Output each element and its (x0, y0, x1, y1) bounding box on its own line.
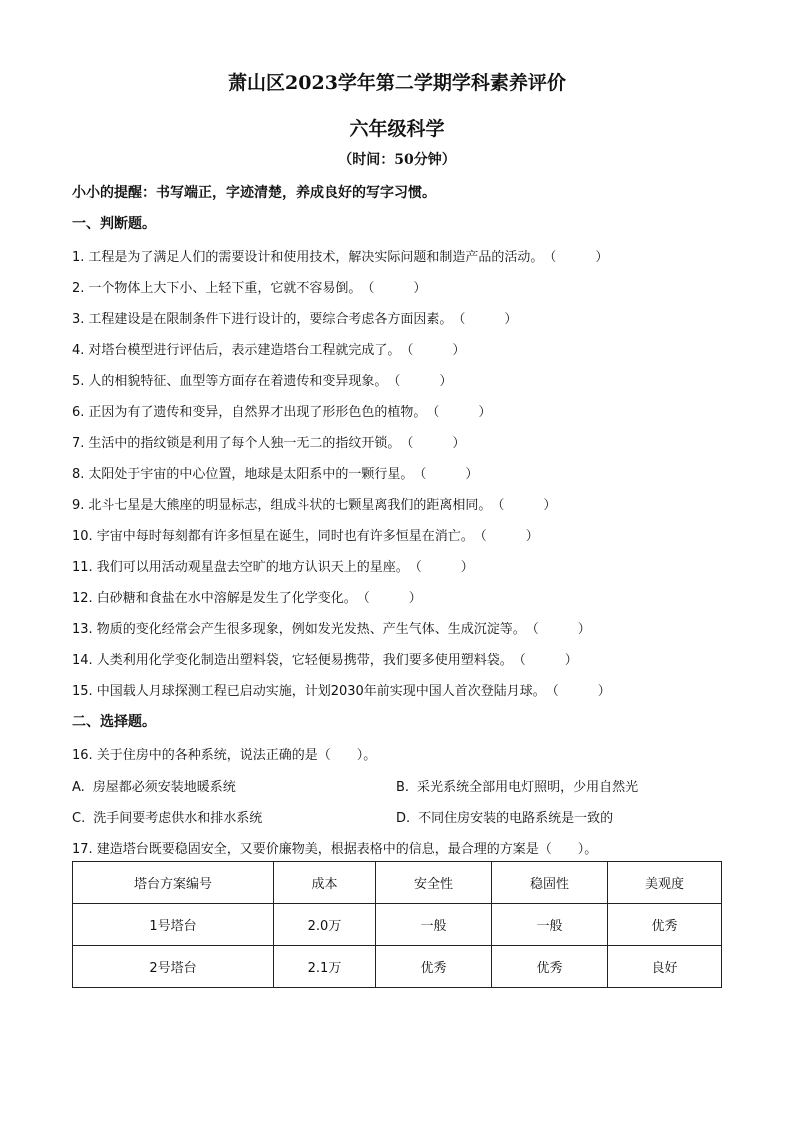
option-c[interactable] (72, 807, 262, 826)
question-15 (72, 680, 611, 699)
option-text: 洗手间要考虑供水和排水系统 (93, 811, 263, 826)
question-number: 15. (72, 684, 93, 699)
question-text[interactable]: 建造塔台既要稳固安全，又要价廉物美，根据表格中的信息，最合理的方案是（ ）。 (96, 842, 598, 857)
section-true-false-heading: 一、判断题。 (72, 216, 156, 232)
table-cell: 优秀 (492, 946, 608, 988)
answer-blank[interactable]: （ ） (387, 374, 453, 389)
question-text: 人的相貌特征、血型等方面存在着遗传和变异现象。 (88, 374, 388, 389)
question-2 (72, 277, 426, 296)
question-text: 对塔台模型进行评估后，表示建造塔台工程就完成了。 (88, 343, 401, 358)
question-number: 8. (72, 467, 85, 482)
table-header-cell: 美观度 (608, 862, 722, 904)
question-4 (72, 339, 465, 358)
question-5 (72, 370, 452, 389)
option-letter: A. (72, 780, 85, 795)
question-number: 13. (72, 622, 93, 637)
question-number: 9. (72, 498, 85, 513)
question-number: 11. (72, 560, 93, 575)
answer-blank[interactable]: （ ） (356, 591, 422, 606)
answer-blank[interactable]: （ ） (400, 436, 466, 451)
question-12 (72, 587, 422, 606)
question-number: 3. (72, 312, 85, 327)
table-cell: 一般 (492, 904, 608, 946)
question-number: 10. (72, 529, 93, 544)
table-cell: 1号塔台 (73, 904, 274, 946)
answer-blank[interactable]: （ ） (543, 250, 609, 265)
exam-subject: 六年级科学 (349, 118, 445, 140)
question-number: 7. (72, 436, 85, 451)
question-text: 中国载人月球探测工程已启动实施，计划2030年前实现中国人首次登陆月球。 (96, 684, 546, 699)
table-row (73, 904, 722, 946)
question-17 (72, 838, 597, 857)
writing-reminder: 小小的提醒：书写端正，字迹清楚，养成良好的写字习惯。 (72, 185, 436, 201)
question-text: 北斗七星是大熊座的明显标志，组成斗状的七颗星离我们的距离相同。 (88, 498, 492, 513)
question-6 (72, 401, 491, 420)
option-text: 采光系统全部用电灯照明，少用自然光 (417, 780, 639, 795)
question-14 (72, 649, 578, 668)
question-text: 太阳处于宇宙的中心位置，地球是太阳系中的一颗行星。 (88, 467, 414, 482)
answer-blank[interactable]: （ ） (545, 684, 611, 699)
exam-title: 萧山区2023学年第二学期学科素养评价 (228, 72, 566, 94)
answer-blank[interactable]: （ ） (491, 498, 557, 513)
question-text: 我们可以用活动观星盘去空旷的地方认识天上的星座。 (96, 560, 409, 575)
answer-blank[interactable]: （ ） (473, 529, 539, 544)
question-7 (72, 432, 465, 451)
question-3 (72, 308, 517, 327)
option-d[interactable] (396, 807, 613, 826)
question-text: 工程是为了满足人们的需要设计和使用技术，解决实际问题和制造产品的活动。 (88, 250, 544, 265)
question-10 (72, 525, 539, 544)
answer-blank[interactable]: （ ） (408, 560, 474, 575)
question-text: 正因为有了遗传和变异，自然界才出现了形形色色的植物。 (88, 405, 427, 420)
question-number: 16. (72, 748, 93, 763)
question-16 (72, 744, 376, 763)
question-number: 17. (72, 842, 93, 857)
option-letter: C. (72, 811, 86, 826)
table-cell: 良好 (608, 946, 722, 988)
question-number: 12. (72, 591, 93, 606)
exam-duration: （时间：50分钟） (338, 152, 456, 168)
question-text[interactable]: 关于住房中的各种系统，说法正确的是（ ）。 (96, 748, 377, 763)
answer-blank[interactable]: （ ） (400, 343, 466, 358)
option-text: 房屋都必须安装地暖系统 (92, 780, 236, 795)
answer-blank[interactable]: （ ） (452, 312, 518, 327)
question-number: 14. (72, 653, 93, 668)
question-1 (72, 246, 608, 265)
table-header-cell: 成本 (274, 862, 376, 904)
table-row (73, 946, 722, 988)
answer-blank[interactable]: （ ） (413, 467, 479, 482)
table-header-row (73, 862, 722, 904)
table-cell: 一般 (376, 904, 492, 946)
question-text: 白砂糖和食盐在水中溶解是发生了化学变化。 (96, 591, 357, 606)
question-number: 4. (72, 343, 85, 358)
answer-blank[interactable]: （ ） (525, 622, 591, 637)
answer-blank[interactable]: （ ） (512, 653, 578, 668)
question-text: 物质的变化经常会产生很多现象，例如发光发热、产生气体、生成沉淀等。 (96, 622, 526, 637)
question-text: 生活中的指纹锁是利用了每个人独一无二的指纹开锁。 (88, 436, 401, 451)
table-cell: 2.0万 (274, 904, 376, 946)
question-text: 宇宙中每时每刻都有许多恒星在诞生，同时也有许多恒星在消亡。 (96, 529, 474, 544)
table-header-cell: 塔台方案编号 (73, 862, 274, 904)
table-cell: 2.1万 (274, 946, 376, 988)
option-letter: B. (396, 780, 410, 795)
table-header-cell: 稳固性 (492, 862, 608, 904)
question-13 (72, 618, 591, 637)
tower-plan-table (72, 861, 722, 988)
option-a[interactable] (72, 776, 236, 795)
option-letter: D. (396, 811, 411, 826)
question-number: 2. (72, 281, 85, 296)
question-text: 人类利用化学变化制造出塑料袋，它轻便易携带，我们要多使用塑料袋。 (96, 653, 513, 668)
table-header-cell: 安全性 (376, 862, 492, 904)
question-text: 一个物体上大下小、上轻下重，它就不容易倒。 (88, 281, 362, 296)
question-number: 5. (72, 374, 85, 389)
question-11 (72, 556, 474, 575)
option-b[interactable] (396, 776, 638, 795)
question-number: 1. (72, 250, 85, 265)
table-cell: 优秀 (376, 946, 492, 988)
answer-blank[interactable]: （ ） (361, 281, 427, 296)
question-text: 工程建设是在限制条件下进行设计的，要综合考虑各方面因素。 (88, 312, 453, 327)
answer-blank[interactable]: （ ） (426, 405, 492, 420)
table-cell: 2号塔台 (73, 946, 274, 988)
question-8 (72, 463, 478, 482)
table-cell: 优秀 (608, 904, 722, 946)
section-multiple-choice-heading: 二、选择题。 (72, 714, 156, 730)
question-number: 6. (72, 405, 85, 420)
option-text: 不同住房安装的电路系统是一致的 (418, 811, 614, 826)
question-9 (72, 494, 556, 513)
